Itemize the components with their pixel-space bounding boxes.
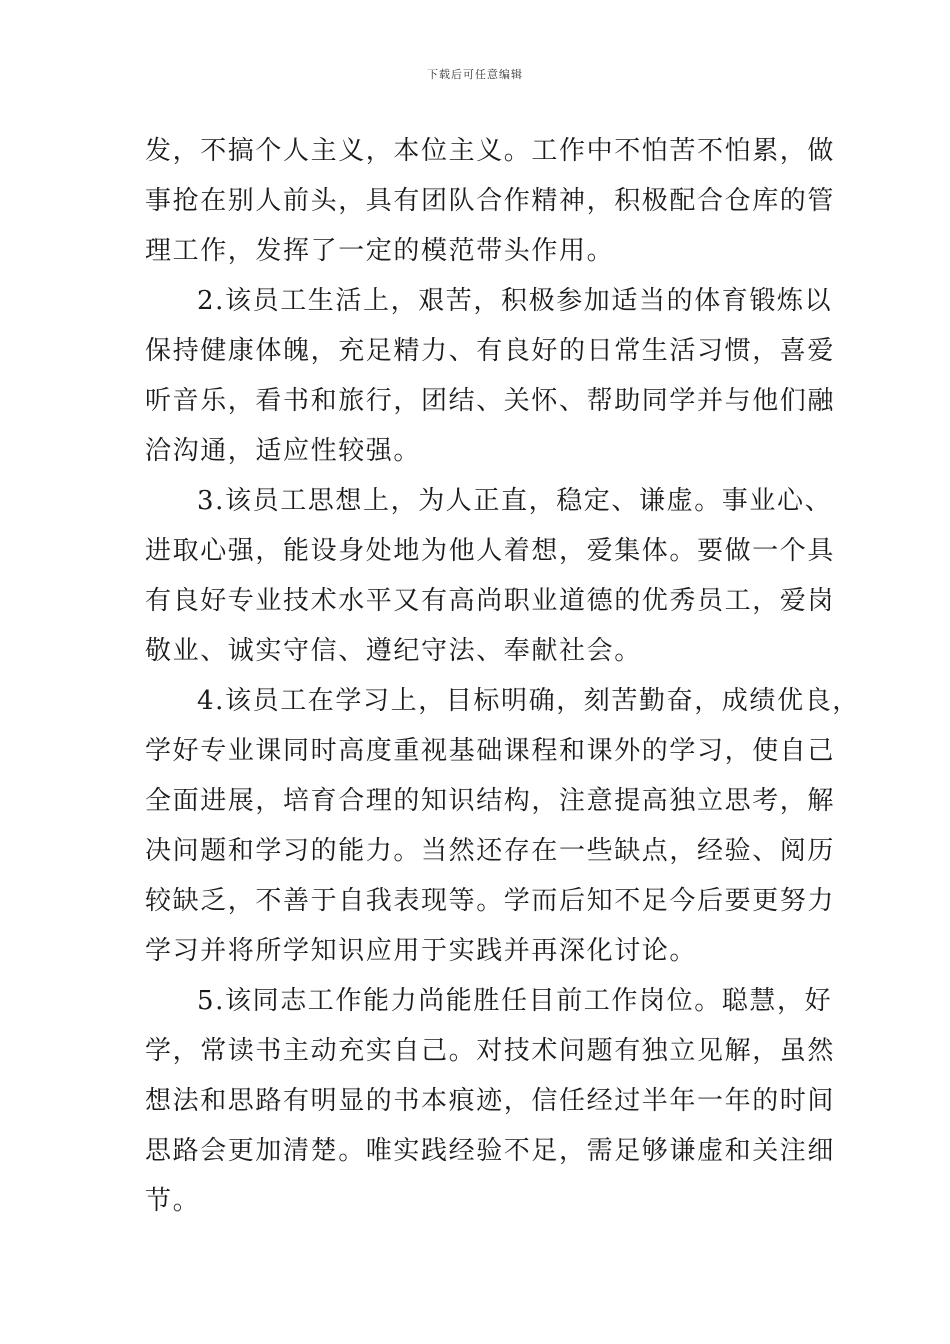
text-line: 发，不搞个人主义，本位主义。工作中不怕苦不怕累，做 (145, 136, 836, 166)
text-line: 决问题和学习的能力。当然还存在一些缺点，经验、阅历 (145, 836, 836, 866)
paragraph-item-2 (145, 276, 836, 476)
text-line: 3.该员工思想上，为人正直，稳定、谦虚。事业心、 (197, 486, 833, 516)
text-line: 有良好专业技术水平又有高尚职业道德的优秀员工，爱岗 (145, 586, 836, 616)
text-line: 2.该员工生活上，艰苦，积极参加适当的体育锻炼以 (197, 286, 833, 316)
text-line: 学好专业课同时高度重视基础课程和课外的学习，使自己 (145, 736, 836, 766)
page-header: 下载后可任意编辑 (427, 68, 523, 81)
text-line: 听音乐，看书和旅行，团结、关怀、帮助同学并与他们融 (145, 386, 836, 416)
document-body (145, 126, 860, 1226)
text-line: 理工作，发挥了一定的模范带头作用。 (145, 236, 615, 266)
text-line: 学习并将所学知识应用于实践并再深化讨论。 (145, 936, 698, 966)
text-line: 全面进展，培育合理的知识结构，注意提高独立思考，解 (145, 786, 836, 816)
text-line: 洽沟通，适应性较强。 (145, 436, 422, 466)
text-line: 保持健康体魄，充足精力、有良好的日常生活习惯，喜爱 (145, 336, 836, 366)
paragraph (145, 126, 836, 276)
text-line: 4.该员工在学习上，目标明确，刻苦勤奋，成绩优良， (197, 686, 860, 716)
text-line: 想法和思路有明显的书本痕迹，信任经过半年一年的时间 (145, 1086, 836, 1116)
text-line: 学，常读书主动充实自己。对技术问题有独立见解，虽然 (145, 1036, 836, 1066)
paragraph-item-3 (145, 476, 836, 676)
text-line: 5.该同志工作能力尚能胜任目前工作岗位。聪慧，好 (197, 986, 833, 1016)
text-line: 节。 (145, 1186, 201, 1216)
text-line: 事抢在别人前头，具有团队合作精神，积极配合仓库的管 (145, 186, 836, 216)
text-line: 进取心强，能设身处地为他人着想，爱集体。要做一个具 (145, 536, 836, 566)
text-line: 较缺乏，不善于自我表现等。学而后知不足今后要更努力 (145, 886, 836, 916)
text-line: 思路会更加清楚。唯实践经验不足，需足够谦虚和关注细 (145, 1136, 836, 1166)
paragraph-item-4 (145, 676, 860, 976)
paragraph-item-5 (145, 976, 836, 1226)
text-line: 敬业、诚实守信、遵纪守法、奉献社会。 (145, 636, 642, 666)
